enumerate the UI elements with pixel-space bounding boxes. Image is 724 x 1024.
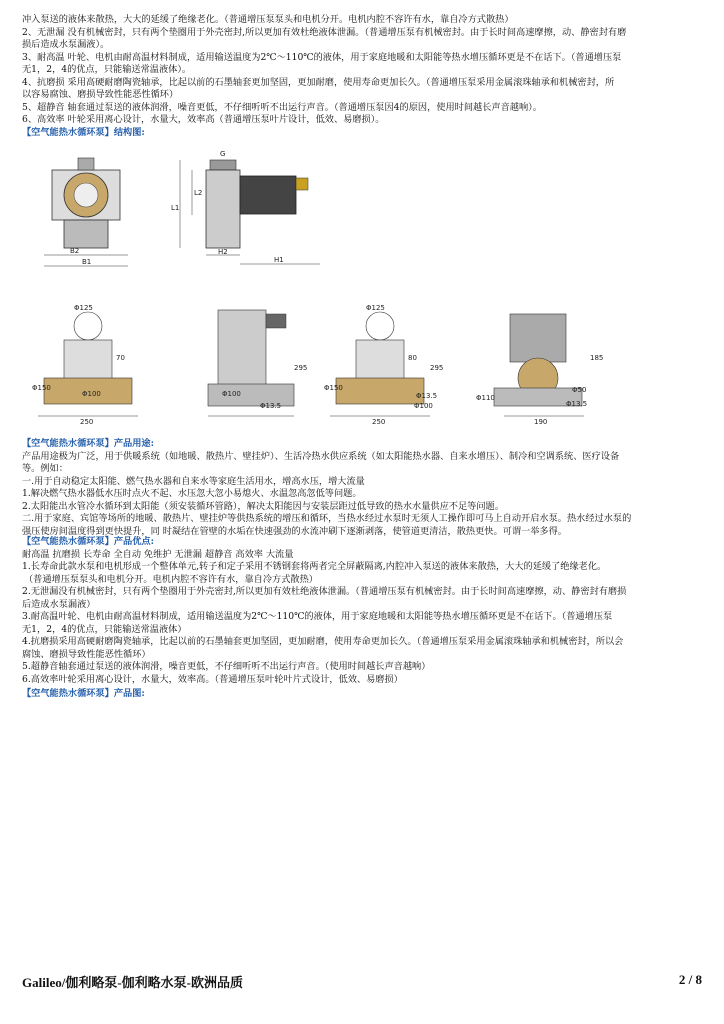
dim-label: 70 bbox=[116, 354, 125, 362]
pump-front-view bbox=[44, 158, 128, 266]
heading-mark: 【空气能热水循环泵】 bbox=[22, 438, 114, 449]
advantages-heading bbox=[22, 536, 708, 549]
advantage-line: （普通增压泵泵头和电机分开。电机内腔不容许有水，靠自冷方式散热） bbox=[24, 573, 318, 585]
advantage-line: 耐高温 抗磨损 长寿命 全自动 免维护 无泄漏 超静音 高效率 大流量 bbox=[22, 548, 294, 560]
advantage-line: 2.无泄漏没有机械密封，只有两个垫圈用于外壳密封,所以更加有效杜绝液体泄漏。（普通增压泵有机械密封。由于长时间高速摩擦，动、静密封有磨损 bbox=[22, 586, 627, 597]
dim-label: Φ13.5 bbox=[566, 400, 588, 408]
pump-side-view bbox=[171, 150, 320, 264]
dim-label: L2 bbox=[194, 189, 203, 197]
intro-line: 6、高效率 叶轮采用离心设计，水量大，效率高（普通增压泵叶片设计，低效、易磨损）。 bbox=[22, 114, 385, 125]
pump-view-c bbox=[476, 314, 603, 426]
heading-mark: 【空气能热水循环泵】 bbox=[22, 126, 114, 138]
advantages-section bbox=[22, 536, 708, 686]
dim-label: Φ150 bbox=[324, 384, 343, 392]
usage-line: 强压使房间温度得到更快提升，同 时凝结在管壁的水垢在快速强劲的水流冲刷下逐渐剥落，使管道更清洁，散热更快。可谓一举多得。 bbox=[22, 525, 567, 537]
intro-line: 以容易腐蚀、磨损导致性能恶性循环） bbox=[22, 89, 179, 100]
dim-label: H2 bbox=[218, 248, 228, 256]
usage-line: 一.用于自动稳定太阳能、燃气热水器和自来水等家庭生活用水，增高水压，增大流量 bbox=[22, 475, 365, 487]
pump-view-a-side bbox=[208, 310, 307, 416]
dim-label: Φ100 bbox=[82, 390, 101, 398]
intro-line: 2、无泄漏 没有机械密封，只有两个垫圈用于外壳密封,所以更加有效杜绝液体泄漏。（普通增压泵有机械密封。由于长时间高速摩擦，动、静密封有磨 bbox=[22, 26, 627, 38]
dim-label: 295 bbox=[430, 364, 444, 372]
images-section bbox=[22, 688, 708, 701]
dim-label: Φ100 bbox=[222, 390, 241, 398]
dim-label: L1 bbox=[171, 204, 180, 212]
heading-mark: 【空气能热水循环泵】 bbox=[22, 688, 114, 699]
intro-line: 无1，2，4的优点，只能输送常温液体）。 bbox=[22, 64, 192, 75]
intro-line: 4、抗磨损 采用高硬耐磨陶瓷轴承，比起以前的石墨轴套更加坚固，更加耐磨，使用寿命更加长久。（普通增压泵采用金属滚珠轴承和机械密封，所 bbox=[22, 76, 615, 88]
usage-line: 2.太阳能出水管冷水循环到太阳能（须安装循环管路），解决太阳能因与安装层距过低导致的热水水量供应不足等问题。 bbox=[22, 500, 504, 512]
advantage-line: 6.高效率叶轮采用离心设计，水量大，效率高。（普通增压泵叶轮叶片式设计，低效、易磨损） bbox=[22, 673, 403, 685]
structure-heading bbox=[22, 127, 708, 140]
heading-title: 产品用途: bbox=[113, 438, 155, 449]
usage-line: 二.用于家庭、宾馆等场所的地暖、散热片、壁挂炉等供热系统的增压和循环，当热水经过水泵时无须人工操作即可马上自动开启水泵。热水经过水泵的 bbox=[22, 513, 632, 524]
dim-label: 190 bbox=[534, 418, 548, 426]
dim-label: Φ150 bbox=[32, 384, 51, 392]
dim-label: Φ13.5 bbox=[260, 402, 282, 410]
usage-section bbox=[22, 438, 708, 538]
intro-line: 3、耐高温 叶轮、电机由耐高温材料制成，适用输送温度为2℃～110℃的液体，用于家庭地暖和太阳能等热水增压循环更是不在话下。（普通增压泵 bbox=[22, 51, 622, 63]
structure-diagram-top bbox=[30, 140, 330, 272]
usage-heading bbox=[22, 438, 708, 451]
intro-line: 损后造成水泵漏液）。 bbox=[22, 39, 110, 50]
heading-title: 产品图: bbox=[113, 688, 145, 699]
dim-label: 185 bbox=[590, 354, 604, 362]
advantage-line: 无1，2，4的优点，只能输送常温液体） bbox=[22, 623, 187, 635]
intro-line: 5、超静音 轴套通过泵送的液体润滑，噪音更低，不仔细听听不出运行声音。（普通增压泵因4的原因，使用时间越长声音越响）。 bbox=[22, 101, 542, 113]
dim-label: 295 bbox=[294, 364, 308, 372]
dim-label: B1 bbox=[82, 258, 92, 266]
advantage-line: 4.抗磨损采用高硬耐磨陶瓷轴承，比起以前的石墨轴套更加坚固，更加耐磨，使用寿命更加长久。（普通增压泵采用金属滚珠轴承和机械密封，所以会 bbox=[22, 636, 624, 647]
structure-diagram-bottom bbox=[24, 300, 704, 430]
pump-view-b bbox=[324, 304, 443, 426]
dim-label: Φ110 bbox=[476, 394, 495, 402]
page-footer bbox=[22, 972, 702, 991]
dim-label: G bbox=[220, 150, 226, 158]
usage-line: 等。例如： bbox=[22, 463, 68, 474]
advantage-line: 后造成水泵漏液） bbox=[22, 598, 96, 610]
usage-line: 1.解决燃气热水器低水压时点火不起、水压忽大忽小易熄火、水温忽高忽低等问题。 bbox=[22, 488, 362, 499]
dim-label: 80 bbox=[408, 354, 417, 362]
dim-label: Φ125 bbox=[366, 304, 385, 312]
images-heading bbox=[22, 688, 708, 701]
intro-block bbox=[22, 14, 708, 139]
advantage-line: 5.超静音轴套通过泵送的液体润滑，噪音更低，不仔细听听不出运行声音。（使用时间越长声音越响） bbox=[22, 661, 431, 672]
dim-label: Φ13.5 bbox=[416, 392, 438, 400]
dim-label: 250 bbox=[372, 418, 386, 426]
heading-mark: 【空气能热水循环泵】 bbox=[22, 536, 114, 547]
advantage-line: 1.长寿命此款水泵和电机形成一个整体单元,转子和定子采用不锈钢套将两者完全屏蔽隔离,内腔冲入泵送的液体来散热，大大的延缓了绝缘老化。 bbox=[22, 561, 607, 572]
dim-label: 250 bbox=[80, 418, 94, 426]
footer-title: Galileo/伽利略泵-伽利略水泵-欧洲品质 bbox=[22, 975, 243, 990]
dim-label: Φ125 bbox=[74, 304, 93, 312]
usage-line: 产品用途极为广泛，用于供暖系统（如地暖、散热片、壁挂炉）、生活冷热水供应系统（如太阳能热水器、自来水增压）、制冷和空调系统、医疗设备 bbox=[22, 450, 620, 462]
dim-label: Φ100 bbox=[414, 402, 433, 410]
page-number: 2 / 8 bbox=[678, 972, 702, 987]
dim-label: Φ50 bbox=[572, 386, 587, 394]
advantage-line: 3.耐高温叶轮、电机由耐高温材料制成，适用输送温度为2℃～110℃的液体，用于家庭地暖和太阳能等热水增压循环更是不在话下。（普通增压泵 bbox=[22, 611, 613, 622]
advantage-line: 腐蚀、磨损导致性能恶性循环） bbox=[22, 648, 151, 660]
heading-title: 结构图: bbox=[113, 126, 145, 138]
dim-label: H1 bbox=[274, 256, 284, 264]
dim-label: B2 bbox=[70, 247, 80, 255]
intro-line: 冲入泵送的液体来散热，大大的延缓了绝缘老化。（普通增压泵泵头和电机分开。电机内腔不容许有水，靠自冷方式散热） bbox=[22, 14, 514, 25]
pump-view-a bbox=[32, 304, 138, 426]
heading-title: 产品优点: bbox=[113, 536, 155, 547]
